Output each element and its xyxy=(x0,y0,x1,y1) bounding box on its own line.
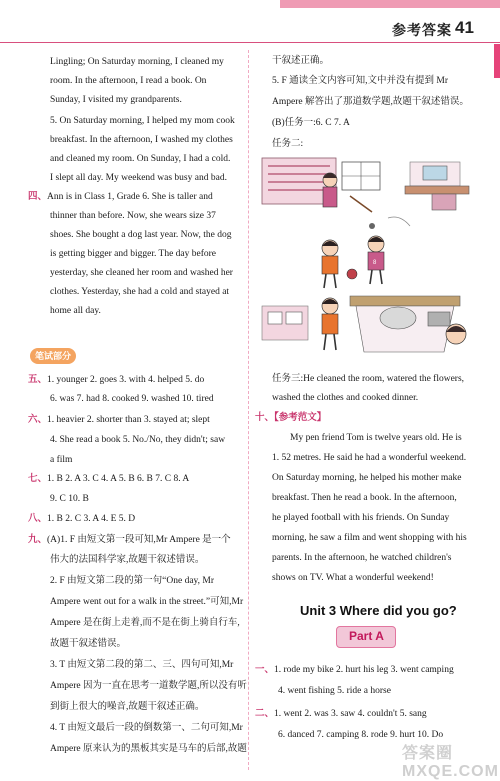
text-line: 十、【参考范文】 xyxy=(255,412,327,423)
text-line: breakfast. Then he read a book. In the afternoon, xyxy=(272,493,457,503)
text-line: 二、1. went 2. was 3. saw 4. couldn't 5. sang xyxy=(255,708,427,719)
unit-title: Unit 3 Where did you go? xyxy=(300,603,457,618)
scene-kids-playing xyxy=(322,217,410,288)
text-line: 5. On Saturday morning, I helped my mom cook xyxy=(50,116,235,126)
section-badge: 笔试部分 xyxy=(30,348,76,364)
text-line: 3. T 由短文第二段的第二、三、四句可知,Mr xyxy=(50,660,234,670)
text-line: he played football with his friends. On Sunday xyxy=(272,513,450,523)
watermark: 答案圈 MXQE.COM xyxy=(402,745,499,780)
text-line: Ampere 因为一直在思考一道数学题,所以没有听 xyxy=(50,681,247,691)
text-line: 七、1. B 2. A 3. C 4. A 5. B 6. B 7. C 8. A xyxy=(28,473,190,484)
column-divider xyxy=(248,50,249,770)
text-line: 4. T 由短文最后一段的倒数第一、二句可知,Mr xyxy=(50,723,243,733)
text-line: 9. C 10. B xyxy=(50,494,89,504)
text-line: Ampere 是在街上走着,而不是在街上骑自行车, xyxy=(50,618,240,628)
text-line: I slept all day. My weekend was busy and bad. xyxy=(50,173,227,183)
text-line: 五、1. younger 2. goes 3. with 4. helped 5. do xyxy=(28,374,205,385)
chores-illustration xyxy=(260,156,475,368)
text-line: thinner than before. Now, she wears size 37 xyxy=(50,211,216,221)
header-rule xyxy=(0,42,500,43)
text-line: Sunday, I visited my grandparents. xyxy=(50,95,182,105)
text-line: yesterday, she cleaned her room and washed her xyxy=(50,268,233,278)
text-line: On Saturday morning, he helped his mother make xyxy=(272,473,462,483)
header-band xyxy=(280,0,500,8)
text-line: shows on TV. What a wonderful weekend! xyxy=(272,573,434,583)
text-line: a film xyxy=(50,455,73,465)
text-line: shoes. She bought a dog last year. Now, the dog xyxy=(50,230,232,240)
text-line: 八、1. B 2. C 3. A 4. E 5. D xyxy=(28,513,136,524)
text-line: 4. She read a book 5. No./No, they didn't; saw xyxy=(50,435,226,445)
text-line: 2. F 由短文第二段的第一句“One day, Mr xyxy=(50,576,215,586)
text-line: 干叙述正确。 xyxy=(272,56,330,66)
text-line: breakfast. In the afternoon, I washed my clothes xyxy=(50,135,233,145)
text-line: 九、(A)1. F 由短文第一段可知,Mr Ampere 是一个 xyxy=(28,534,231,545)
text-line: Lingling; On Saturday morning, I cleaned my xyxy=(50,57,224,67)
scene-cooking-dinner xyxy=(262,296,466,352)
text-line: 任务二: xyxy=(272,139,304,149)
text-line: 到街上很大的噪音,故题干叙述正确。 xyxy=(50,702,205,712)
page-number: 41 xyxy=(455,18,474,37)
text-line: My pen friend Tom is twelve years old. He is xyxy=(290,433,462,443)
text-line: 6. was 7. had 8. cooked 9. washed 10. tired xyxy=(50,394,214,404)
text-line: 4. went fishing 5. ride a horse xyxy=(278,686,391,696)
text-line: Ampere went out for a walk in the street.”可知,Mr xyxy=(50,597,244,607)
text-line: clothes. Yesterday, she had a cold and stayed at xyxy=(50,287,230,297)
part-badge xyxy=(336,626,396,648)
text-line: 6. danced 7. camping 8. rode 9. hurt 10. Do xyxy=(278,730,444,740)
svg-text:8: 8 xyxy=(373,260,377,266)
text-line: room. In the afternoon, I read a book. On xyxy=(50,76,207,86)
text-line: 5. F 通读全文内容可知,文中并没有提到 Mr xyxy=(272,76,449,86)
text-line: home all day. xyxy=(50,306,101,316)
text-line: 一、1. rode my bike 2. hurt his leg 3. went camping xyxy=(255,664,454,675)
text-line: Ampere 解答出了那道数学题,故题干叙述错误。 xyxy=(272,97,469,107)
text-line: 故题干叙述错误。 xyxy=(50,639,127,649)
text-line: 1. 52 metres. He said he had a wonderful weekend. xyxy=(272,453,467,463)
edge-tab xyxy=(494,44,500,78)
header-title: 参考答案 xyxy=(392,22,452,38)
text-line: washed the clothes and cooked dinner. xyxy=(272,393,419,403)
text-line: (B)任务一:6. C 7. A xyxy=(272,118,350,128)
part-label: Part A xyxy=(349,629,384,643)
text-line: 任务三:He cleaned the room, watered the flowers, xyxy=(272,374,465,384)
scene-cleaning-room xyxy=(262,158,469,212)
page-header xyxy=(0,0,500,44)
text-line: parents. In the afternoon, he watched children's xyxy=(272,553,452,563)
text-line: Ampere 原来认为的黑板其实是马车的后部,故题 xyxy=(50,744,247,754)
text-line: is getting bigger and bigger. The day before xyxy=(50,249,217,259)
text-line: 六、1. heavier 2. shorter than 3. stayed at; slept xyxy=(28,414,210,425)
text-line: 伟大的法国科学家,故题干叙述错误。 xyxy=(50,555,205,565)
text-line: and cleaned my room. On Sunday, I had a cold. xyxy=(50,154,231,164)
text-line: 四、Ann is in Class 1, Grade 6. She is taller and xyxy=(28,191,213,202)
text-line: morning, he saw a film and went shopping with his xyxy=(272,533,467,543)
